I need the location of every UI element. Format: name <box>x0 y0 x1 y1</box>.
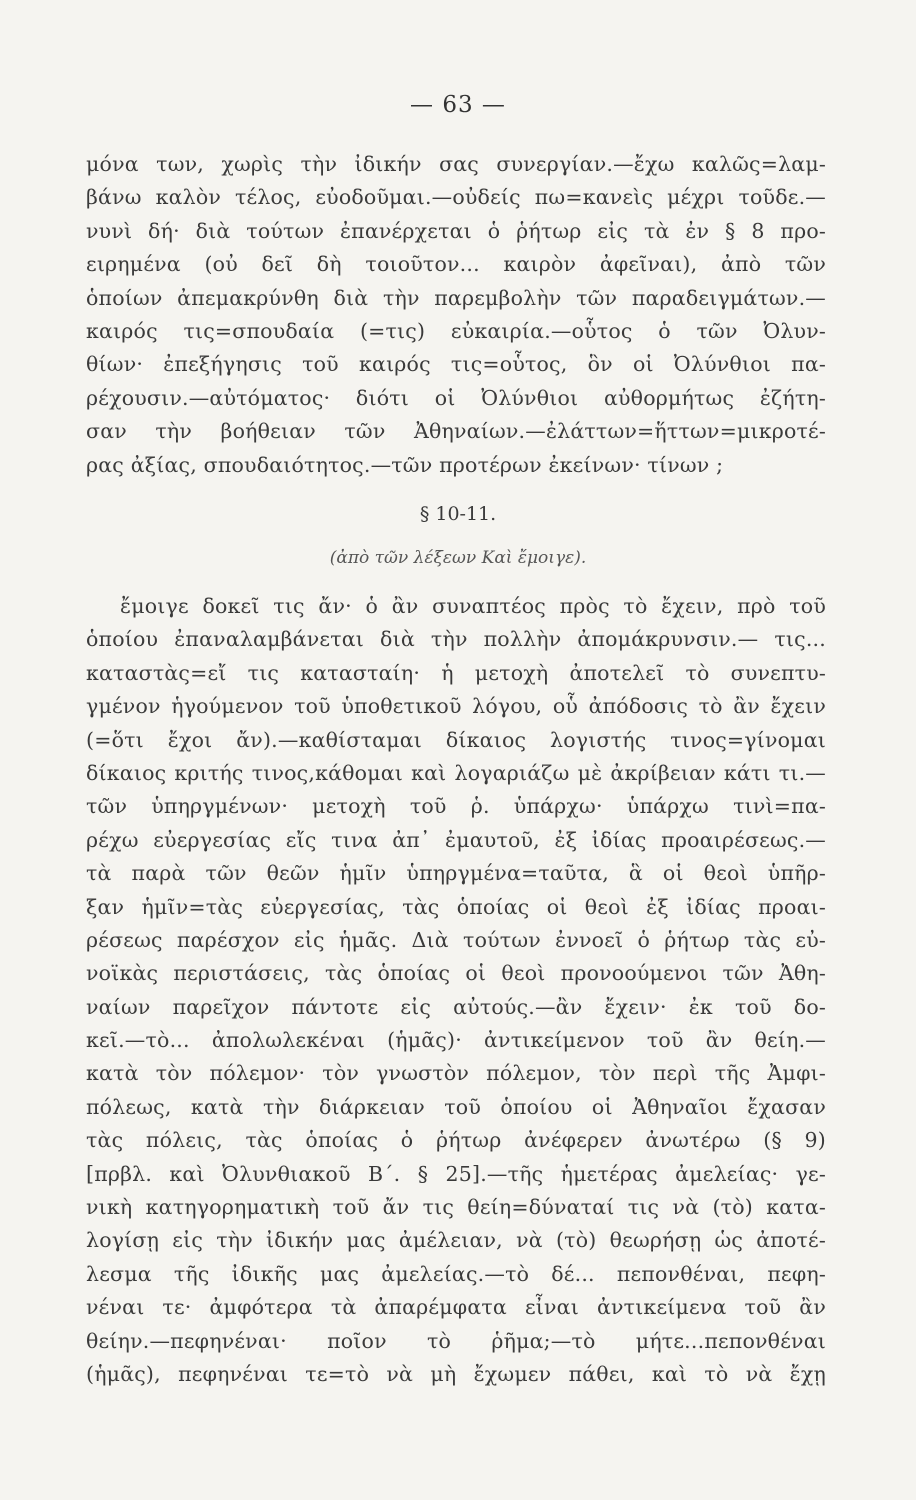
text-line: ἔμοιγε δοκεῖ τις ἄν· ὁ ἂν συναπτέος πρὸς τὸ ἔχειν, πρὸ τοῦ <box>120 594 826 618</box>
text-line: δίκαιος κριτής τινος,κάθομαι καὶ λογαριάζω μὲ ἀκρίβειαν κάτι τι.— <box>86 760 826 785</box>
text-line: νικὴ κατηγορηματικὴ τοῦ ἄν τις θείη=δύναταί τις νὰ (τὸ) κατα- <box>86 1195 826 1220</box>
text-line: ὁποίου ἐπαναλαμβάνεται διὰ τὴν πολλὴν ἀπομάκρυνσιν.— τις... <box>86 627 826 652</box>
text-line: [πρβλ. καὶ Ὀλυνθιακοῦ Β΄. § 25].—τῆς ἡμετέρας ἀμελείας· γε- <box>86 1161 826 1186</box>
text-line: (ἡμᾶς), πεφηνέναι τε=τὸ νὰ μὴ ἔχωμεν πάθει, καὶ τὸ νὰ ἔχῃ <box>86 1361 826 1386</box>
text-line: νέναι τε· ἀμφότερα τὰ ἀπαρέμφατα εἶναι ἀντικείμενα τοῦ ἂν <box>86 1295 826 1320</box>
top-paragraph <box>86 148 826 482</box>
text-line: τῶν ὑπηργμένων· μετοχὴ τοῦ ῥ. ὑπάρχω· ὑπάρχω τινὶ=πα- <box>86 794 826 819</box>
text-line: θείην.—πεφηνέναι· ποῖον τὸ ῥῆμα;—τὸ μήτε...πεπονθέναι <box>86 1328 826 1353</box>
text-line: νοϊκὰς περιστάσεις, τὰς ὁποίας οἱ θεοὶ προνοούμενοι τῶν Ἀθη- <box>86 961 826 986</box>
text-line: βάνω καλὸν τέλος, εὐοδοῦμαι.—οὐδείς πω=κανεὶς μέχρι τοῦδε.— <box>86 185 826 210</box>
text-line: ὁποίων ἀπεμακρύνθη διὰ τὴν παρεμβολὴν τῶν παραδειγμάτων.— <box>86 285 826 310</box>
text-line: κατὰ τὸν πόλεμον· τὸν γνωστὸν πόλεμον, τὸν περὶ τῆς Ἀμφι- <box>86 1061 826 1086</box>
page-number: — 63 — <box>410 92 506 118</box>
text-line: νυνὶ δή· διὰ τούτων ἐπανέρχεται ὁ ῥήτωρ εἰς τὰ ἐν § 8 προ- <box>86 218 826 243</box>
text-line: καταστὰς=εἴ τις κατασταίη· ἡ μετοχὴ ἀποτελεῖ τὸ συνεπτυ- <box>86 660 826 685</box>
text-line: ρέχουσιν.—αὐτόματος· διότι οἱ Ὀλύνθιοι αὐθορμήτως ἐζήτη- <box>86 385 826 410</box>
text-line: ξαν ἡμῖν=τὰς εὐεργεσίας, τὰς ὁποίας οἱ θεοὶ ἐξ ἰδίας προαι- <box>86 894 826 919</box>
text-line: θίων· ἐπεξήγησις τοῦ καιρός τις=οὗτος, ὃν οἱ Ὀλύνθιοι πα- <box>86 352 826 377</box>
main-paragraph <box>86 590 826 1391</box>
text-line: γμένον ἡγούμενον τοῦ ὑποθετικοῦ λόγου, οὗ ἀπόδοσις τὸ ἂν ἔχειν <box>86 694 826 719</box>
text-line: καιρός τις=σπουδαία (=τις) εὐκαιρία.—οὗτος ὁ τῶν Ὀλυν- <box>86 318 826 343</box>
text-line: ρας ἀξίας, σπουδαιότητος.—τῶν προτέρων ἐκείνων· τίνων ; <box>86 452 724 477</box>
text-line: τὰ παρὰ τῶν θεῶν ἡμῖν ὑπηργμένα=ταῦτα, ἃ οἱ θεοὶ ὑπῆρ- <box>86 861 826 886</box>
section-heading: § 10-11. <box>419 503 497 525</box>
text-line: μόνα των, χωρὶς τὴν ἰδικήν σας συνεργίαν.—ἔχω καλῶς=λαμ- <box>86 152 826 176</box>
text-line: ειρημένα (οὐ δεῖ δὴ τοιοῦτον... καιρὸν ἀφεῖναι), ἀπὸ τῶν <box>86 252 826 277</box>
text-line: (=ὅτι ἔχοι ἄν).—καθίσταμαι δίκαιος λογιστής τινος=γίνομαι <box>86 727 826 752</box>
text-line: ρέχω εὐεργεσίας εἴς τινα ἀπ᾽ ἐμαυτοῦ, ἐξ ἰδίας προαιρέσεως.— <box>86 827 826 852</box>
text-line: λεσμα τῆς ἰδικῆς μας ἀμελείας.—τὸ δέ... πεπονθέναι, πεφη- <box>86 1261 826 1286</box>
text-line: ναίων παρεῖχον πάντοτε εἰς αὐτούς.—ἂν ἔχειν· ἐκ τοῦ δο- <box>86 994 826 1019</box>
section-subheading: (ἀπὸ τῶν λέξεων Καὶ ἔμοιγε). <box>329 548 587 568</box>
text-line: λογίσῃ εἰς τὴν ἰδικήν μας ἀμέλειαν, νὰ (τὸ) θεωρήσῃ ὡς ἀποτέ- <box>86 1228 826 1253</box>
text-line: πόλεως, κατὰ τὴν διάρκειαν τοῦ ὁποίου οἱ Ἀθηναῖοι ἔχασαν <box>86 1094 826 1119</box>
text-line: ρέσεως παρέσχον εἰς ἡμᾶς. Διὰ τούτων ἐννοεῖ ὁ ῥήτωρ τὰς εὐ- <box>86 927 826 952</box>
text-line: τὰς πόλεις, τὰς ὁποίας ὁ ῥήτωρ ἀνέφερεν ἀνωτέρω (§ 9) <box>86 1128 826 1153</box>
text-line: κεῖ.—τὸ... ἀπολωλεκέναι (ἡμᾶς)· ἀντικείμενον τοῦ ἂν θείη.— <box>86 1028 826 1053</box>
text-line: σαν τὴν βοήθειαν τῶν Ἀθηναίων.—ἐλάττων=ἥττων=μικροτέ- <box>86 419 826 444</box>
